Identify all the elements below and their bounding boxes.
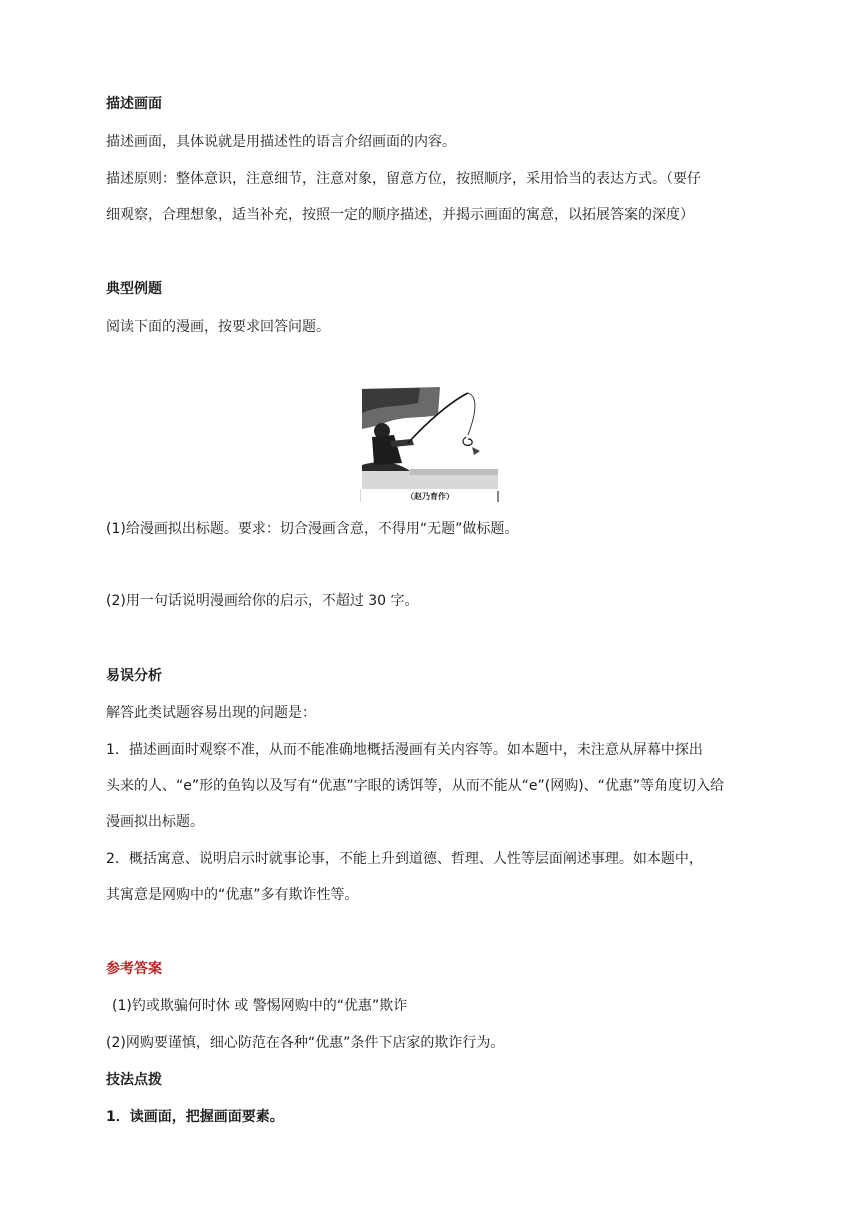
- list-item-line: 1．描述画面时观察不准，从而不能准确地概括漫画有关内容等。如本题中，未注意从屏幕中探出: [106, 742, 703, 758]
- list-item-line: 漫画拟出标题。: [106, 814, 204, 830]
- answer-2: (2)网购要谨慎，细心防范在各种“优惠”条件下店家的欺诈行为。: [106, 1035, 505, 1051]
- tip-point-1: 1．读画面，把握画面要素。: [106, 1109, 284, 1125]
- section-heading-analysis: 易误分析: [106, 668, 162, 684]
- answer-1: (1)钓或欺骗何时休 或 警惕网购中的“优惠”欺诈: [112, 998, 408, 1014]
- question-1: (1)给漫画拟出标题。要求：切合漫画含意，不得用“无题”做标题。: [106, 521, 519, 537]
- paragraph: 描述画面，具体说就是用描述性的语言介绍画面的内容。: [106, 134, 456, 150]
- section-heading-answer: 参考答案: [106, 961, 162, 977]
- list-item-line: 头来的人、“e”形的鱼钩以及写有“优惠”字眼的诱饵等，从而不能从“e”(网购)、“优惠”等角度切入给: [106, 778, 725, 794]
- list-item-line: 2．概括寓意、说明启示时就事论事，不能上升到道德、哲理、人性等层面阐述事理。如本题中，: [106, 851, 703, 867]
- section-heading-describe: 描述画面: [106, 96, 162, 112]
- section-heading-example: 典型例题: [106, 281, 162, 297]
- cartoon-image: [360, 385, 500, 502]
- fishing-cartoon-illustration: [360, 385, 500, 502]
- question-2: (2)用一句话说明漫画给你的启示，不超过 30 字。: [106, 593, 419, 609]
- paragraph-line: 描述原则：整体意识，注意细节，注意对象，留意方位，按照顺序，采用恰当的表达方式。（要仔: [106, 171, 701, 187]
- paragraph: 阅读下面的漫画，按要求回答问题。: [106, 319, 330, 335]
- cartoon-caption: （赵乃育作）: [406, 491, 454, 501]
- paragraph: 解答此类试题容易出现的问题是：: [106, 705, 316, 721]
- section-heading-tips: 技法点拨: [106, 1072, 162, 1088]
- list-item-line: 其寓意是网购中的“优惠”多有欺诈性等。: [106, 887, 359, 903]
- paragraph-line: 细观察，合理想象，适当补充，按照一定的顺序描述，并揭示画面的寓意，以拓展答案的深度）: [106, 207, 694, 223]
